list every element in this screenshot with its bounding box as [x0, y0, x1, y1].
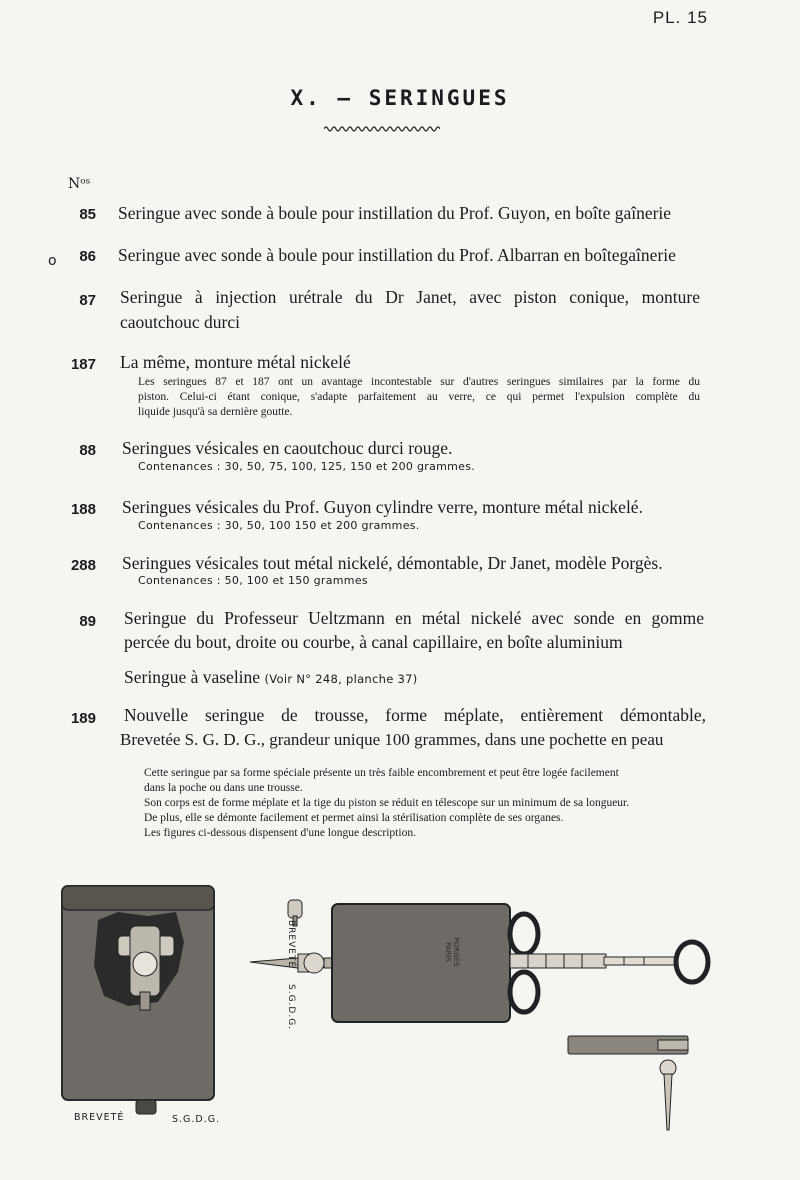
marker-circle: o — [48, 253, 57, 269]
item-number: 87 — [79, 292, 96, 309]
item-number: 86 — [79, 248, 96, 265]
item-description: Seringue avec sonde à boule pour instillation du Prof. Guyon, en boîte gaînerie — [118, 203, 672, 223]
title-ornament — [324, 124, 440, 134]
item-note-line1: Les seringues 87 et 187 ont un avantage incontestable sur d'autres seringues similaires par la forme du — [138, 376, 700, 388]
figure-caption: BREVETÉ — [74, 1112, 125, 1123]
item-description-line1: Seringue du Professeur Ueltzmann en métal nickelé avec sonde en gomme — [124, 608, 704, 628]
figure-caption-vertical: BREVETÉ — [286, 920, 296, 969]
item-note-line2: piston. Celui-ci étant conique, s'adapte parfaitement au verre, ce qui permet l'expulsion complète du — [138, 391, 700, 403]
item-description-line1: Seringue à injection urétrale du Dr Janet, avec piston conique, monture — [120, 287, 700, 307]
maker-mark: PORGÈS PARIS — [444, 937, 460, 967]
numbers-heading: Nᵒˢ — [68, 176, 91, 192]
item-description: La même, monture métal nickelé — [120, 352, 351, 372]
plate-number: PL. 15 — [652, 8, 708, 27]
figure-caption: S.G.D.G. — [172, 1114, 221, 1125]
pouch-case-illustration — [58, 880, 220, 1130]
description-line: dans la poche ou dans une trousse. — [144, 782, 303, 794]
syringe-illustration — [248, 890, 718, 1140]
description-line: Cette seringue par sa forme spéciale présente un très faible encombrement et peut être logée facilement — [144, 767, 619, 779]
description-line: Les figures ci-dessous dispensent d'une longue description. — [144, 827, 416, 839]
item-description: Seringues vésicales tout métal nickelé, démontable, Dr Janet, modèle Porgès. — [122, 553, 663, 573]
item-description: Seringues vésicales en caoutchouc durci rouge. — [122, 438, 453, 458]
item-number: 85 — [79, 206, 96, 223]
vaseline-label: Seringue à vaseline — [124, 667, 261, 687]
item-capacities: Contenances : 50, 100 et 150 grammes — [138, 574, 368, 587]
item-number: 288 — [70, 557, 96, 574]
item-number: 188 — [70, 501, 96, 518]
item-number: 89 — [79, 613, 96, 630]
item-description-line2: caoutchouc durci — [120, 312, 241, 332]
item-description: Seringues vésicales du Prof. Guyon cylindre verre, monture métal nickelé. — [122, 497, 643, 517]
item-number: 189 — [70, 710, 96, 727]
item-description-line2: percée du bout, droite ou courbe, à canal capillaire, en boîte aluminium — [124, 632, 623, 652]
page-title: X. — SERINGUES — [290, 86, 510, 110]
figure-caption-vertical: S.G.D.G. — [286, 984, 296, 1031]
item-description-line1: Nouvelle seringue de trousse, forme méplate, entièrement démontable, — [124, 705, 706, 725]
cross-reference: (Voir N° 248, planche 37) — [264, 672, 418, 686]
item-number: 187 — [70, 356, 96, 373]
item-description: Seringue avec sonde à boule pour instillation du Prof. Albarran en boîtegaînerie — [118, 245, 676, 265]
item-number: 88 — [79, 442, 96, 459]
product-description — [144, 766, 708, 841]
item-capacities: Contenances : 30, 50, 100 150 et 200 grammes. — [138, 519, 420, 532]
item-capacities: Contenances : 30, 50, 75, 100, 125, 150 et 200 grammes. — [138, 460, 476, 473]
item-description-line2: Brevetée S. G. D. G., grandeur unique 100 grammes, dans une pochette en peau — [120, 730, 664, 749]
item-description — [124, 664, 418, 692]
description-line: Son corps est de forme méplate et la tige du piston se réduit en télescope sur un minimum de sa longueur. — [144, 797, 630, 809]
description-line: De plus, elle se démonte facilement et permet ainsi la stérilisation complète de ses organes. — [144, 812, 564, 824]
item-note-line3: liquide jusqu'à sa dernière goutte. — [138, 406, 293, 418]
